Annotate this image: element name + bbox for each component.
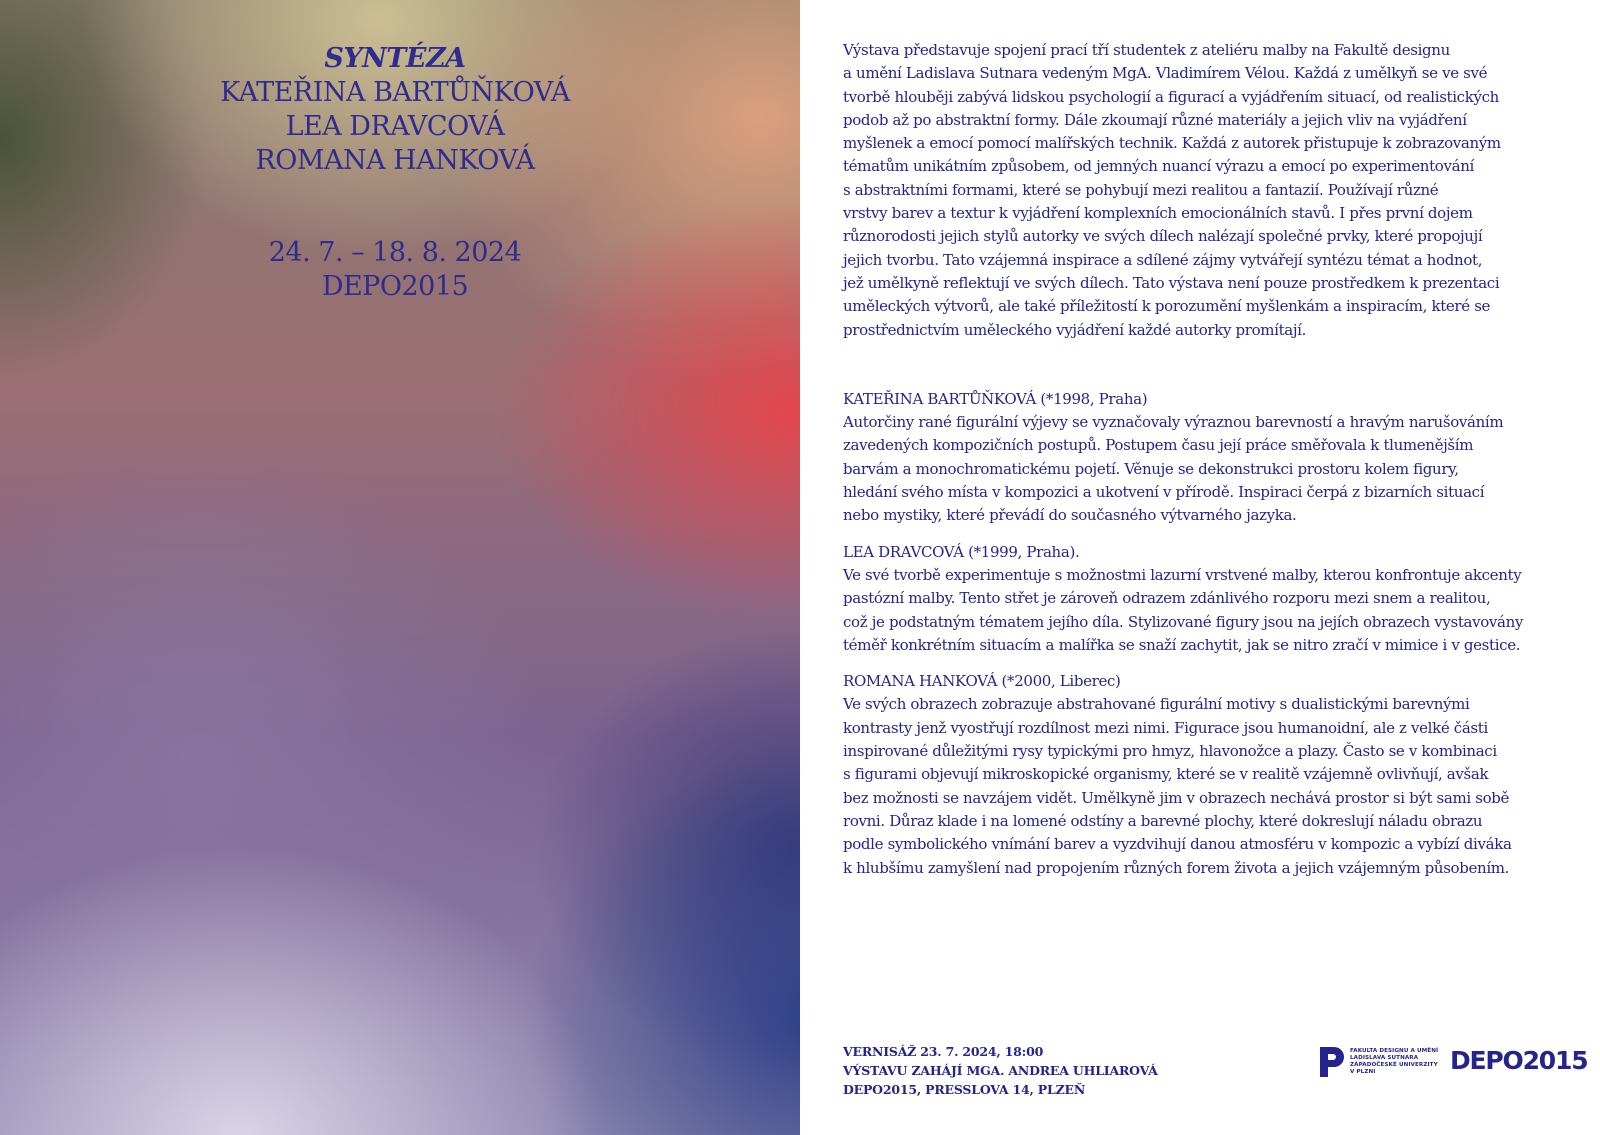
text-line: bez možnosti se navzájem vidět. Umělkyně jim v obrazech nechává prostor si být sami sobě <box>843 788 1510 807</box>
cover-artist-name: KATEŘINA BARTŮŇKOVÁ <box>220 77 570 108</box>
text-line: téměř konkrétním situacím a malířka se snaží zachytit, jak se nitro zračí v mimice i v gestice. <box>843 635 1521 654</box>
exhibition-dates: 24. 7. – 18. 8. 2024 <box>268 237 522 268</box>
text-line: a umění Ladislava Sutnara vedeným MgA. Vladimírem Vélou. Každá z umělkyň se ve své <box>843 64 1488 83</box>
faculty-logo-line: LADISLAVA SUTNARA <box>1350 1055 1419 1061</box>
text-line: nebo mystiky, které převádí do současného výtvarného jazyka. <box>843 506 1297 525</box>
bio-heading: ROMANA HANKOVÁ (*2000, Liberec) <box>843 672 1121 691</box>
text-line: barvám a monochromatickému pojetí. Věnuje se dekonstrukci prostoru kolem figury, <box>843 459 1459 478</box>
text-line: tématům unikátním způsobem, od jemných nuancí výrazu a emocí po experimentování <box>843 157 1474 176</box>
bio-bartunkova <box>843 388 1573 528</box>
text-line: podob až po abstraktní formy. Dále zkoumají různé materiály a jejich vliv na vyjádření <box>843 110 1467 129</box>
text-line: tvorbě hlouběji zabývá lidskou psychologií a figurací a vyjádřením situací, od realistických <box>843 87 1499 106</box>
text-line: jež umělkyně reflektují ve svých dílech. Tato výstava není pouze prostředkem k prezentaci <box>843 273 1500 292</box>
intro-paragraph <box>843 39 1573 342</box>
faculty-logo-line: FAKULTA DESIGNU A UMĚNÍ <box>1350 1048 1439 1054</box>
text-line: rovni. Důraz klade i na lomené odstíny a barevné plochy, které dokreslují náladu obrazu <box>843 811 1483 830</box>
text-line: zavedených kompozičních postupů. Postupem času její práce směřovala k tlumenějším <box>843 436 1474 455</box>
faculty-logo-text <box>1350 1048 1438 1076</box>
faculty-logo-mark-icon <box>1318 1045 1344 1079</box>
text-line: Autorčiny rané figurální výjevy se vyznačovaly výraznou barevností a hravým narušováním <box>843 413 1504 432</box>
bio-heading: LEA DRAVCOVÁ (*1999, Praha). <box>843 542 1080 561</box>
cover-title-block <box>150 42 640 178</box>
text-line: inspirované důležitými rysy typickými pro hmyz, hlavonožce a plazy. Často se v kombinaci <box>843 742 1497 761</box>
text-line: myšlenek a emocí pomocí malířských technik. Každá z autorek přistupuje k zobrazovaným <box>843 134 1501 153</box>
text-line: k hlubšímu zamyšlení nad propojením různých forem života a jejich vzájemným působením. <box>843 858 1510 877</box>
exhibition-title: SYNTÉZA <box>324 43 466 74</box>
bio-heading: KATEŘINA BARTŮŇKOVÁ (*1998, Praha) <box>843 389 1148 408</box>
exhibition-venue: DEPO2015 <box>321 271 469 302</box>
text-column <box>843 39 1573 893</box>
depo2015-logo: DEPO2015 <box>1450 1046 1588 1075</box>
text-line: vrstvy barev a textur k vyjádření komplexních emocionálních stavů. I přes první dojem <box>843 204 1473 223</box>
faculty-logo <box>1318 1045 1438 1079</box>
text-line: s figurami objevují mikroskopické organismy, které se v realitě vzájemně ovlivňují, avšak <box>843 765 1489 784</box>
text-line: Výstava představuje spojení prací tří studentek z ateliéru malby na Fakultě designu <box>843 41 1450 59</box>
text-line: uměleckých výtvorů, ale také příležitostí k porozumění myšlenkám a inspiracím, které se <box>843 297 1491 316</box>
text-line: jejich tvorbu. Tato vzájemná inspirace a sdílené zájmy vytvářejí syntézu témat a hodnot, <box>843 250 1483 269</box>
text-line: kontrasty jenž vyostřují rozdílnost mezi nimi. Figurace jsou humanoidní, ale z velké části <box>843 718 1488 737</box>
text-line: Ve svých obrazech zobrazuje abstrahované figurální motivy s dualistickými barevnými <box>843 695 1470 714</box>
faculty-logo-line: ZÁPADOČESKÉ UNIVERZITY <box>1350 1062 1438 1068</box>
bio-hankova <box>843 670 1573 880</box>
cover-artist-name: ROMANA HANKOVÁ <box>255 145 535 176</box>
cover-date-block <box>150 236 640 304</box>
text-line: s abstraktními formami, které se pohybují mezi realitou a fantazií. Používají různé <box>843 180 1439 199</box>
faculty-logo-line: V PLZNI <box>1350 1069 1376 1075</box>
text-line: pastózní malby. Tento střet je zároveň odrazem zdánlivého rozporu mezi snem a realitou, <box>843 589 1491 608</box>
bio-dravcova <box>843 541 1573 657</box>
footer-line: VÝSTAVU ZAHÁJÍ MGA. ANDREA UHLIAROVÁ <box>843 1063 1158 1078</box>
text-line: podle symbolického vnímání barev a vyzdvihují danou atmosféru v kompozic a vybízí diváka <box>843 835 1512 854</box>
text-line: což je podstatným tématem jejího díla. Stylizované figury jsou na jejích obrazech vystavovány <box>843 612 1524 631</box>
footer-line: DEPO2015, PRESSLOVA 14, PLZEŇ <box>843 1082 1086 1097</box>
text-line: Ve své tvorbě experimentuje s možnostmi lazurní vrstvené malby, kterou konfrontuje akcenty <box>843 565 1522 584</box>
vernissage-info <box>843 1042 1223 1099</box>
text-line: prostřednictvím uměleckého vyjádření každé autorky promítají. <box>843 320 1307 339</box>
footer-line: VERNISÁŽ 23. 7. 2024, 18:00 <box>843 1044 1044 1059</box>
text-line: hledání svého místa v kompozici a ukotvení v přírodě. Inspiraci čerpá z bizarních situací <box>843 483 1485 502</box>
cover-artist-name: LEA DRAVCOVÁ <box>285 111 505 142</box>
text-line: různorodosti jejich stylů autorky ve svých dílech nalézají společné prvky, které propojují <box>843 227 1483 246</box>
